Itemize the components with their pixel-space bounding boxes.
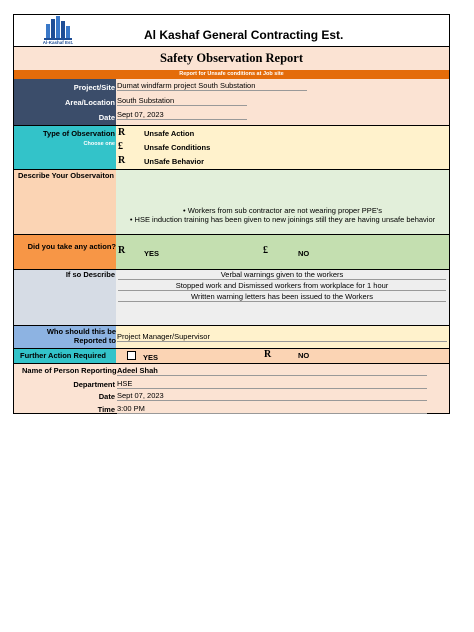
if-so-line-1: Verbal warnings given to the workers	[118, 270, 446, 280]
unsafe-conditions-label: Unsafe Conditions	[144, 143, 211, 152]
reporter-name-label: Name of Person Reporting	[22, 366, 117, 375]
company-name: Al Kashaf General Contracting Est.	[144, 28, 344, 42]
report-subtitle: Report for Unsafe conditions at Job site	[14, 70, 449, 79]
unsafe-behavior-label: UnSafe Behavior	[144, 157, 205, 166]
action-no-checkbox[interactable]: £	[263, 245, 268, 256]
if-so-label: If so Describe	[65, 270, 115, 279]
report-time-value: 3:00 PM	[117, 404, 427, 414]
describe-values-bg	[116, 169, 449, 234]
reported-to-value: Project Manager/Supervisor	[117, 332, 447, 342]
reported-to-label: Who should this be Reported to	[46, 327, 116, 345]
action-label: Did you take any action?	[27, 242, 116, 251]
further-action-label: Further Action Required	[20, 351, 106, 360]
logo-caption: Al-Kashaf Est.	[42, 40, 74, 45]
further-action-values-bg	[116, 348, 449, 363]
project-label: Project/Site	[73, 83, 115, 92]
describe-line-1: • Workers from sub contractor are not wearing proper PPE's	[183, 206, 382, 215]
unsafe-behavior-checkbox[interactable]: R	[118, 155, 126, 166]
department-label: Department	[73, 380, 115, 389]
further-yes-checkbox[interactable]	[127, 351, 136, 360]
project-value: Dumat windfarm project South Substation	[117, 81, 307, 91]
department-value: HSE	[117, 379, 427, 389]
date-value: Sept 07, 2023	[117, 110, 247, 120]
describe-line-2: • HSE induction training has been given to new joinings still they are having unsafe behavior	[129, 215, 436, 224]
safety-observation-form	[13, 14, 450, 414]
report-title: Safety Observation Report	[159, 51, 304, 65]
action-label-bg	[14, 234, 116, 269]
action-values-bg	[116, 234, 449, 269]
if-so-line-2: Stopped work and Dismissed workers from workplace for 1 hour	[118, 281, 446, 291]
unsafe-action-label: Unsafe Action	[144, 129, 195, 138]
area-value: South Substation	[117, 96, 247, 106]
if-so-line-3: Written warning letters has been issued to the Workers	[118, 292, 446, 302]
report-date-value: Sept 07, 2023	[117, 391, 427, 401]
reporter-name-value: Adeel Shah	[117, 366, 427, 376]
date-label: Date	[98, 113, 115, 122]
area-label: Area/Location	[64, 98, 115, 107]
report-time-label: Time	[97, 405, 115, 414]
further-no-label: NO	[298, 351, 310, 360]
action-no-label: NO	[298, 249, 310, 258]
describe-label: Describe Your Observaiton	[18, 171, 115, 180]
observation-type-label: Type of Observation	[43, 129, 115, 138]
report-date-label: Date	[98, 392, 115, 401]
observation-type-hint: Choose one	[83, 141, 115, 147]
unsafe-conditions-checkbox[interactable]: £	[118, 141, 123, 152]
action-yes-label: YES	[144, 249, 160, 258]
action-yes-checkbox[interactable]: R	[118, 245, 126, 256]
unsafe-action-checkbox[interactable]: R	[118, 127, 126, 138]
further-yes-label: YES	[143, 353, 159, 362]
further-no-checkbox[interactable]: R	[264, 349, 272, 360]
